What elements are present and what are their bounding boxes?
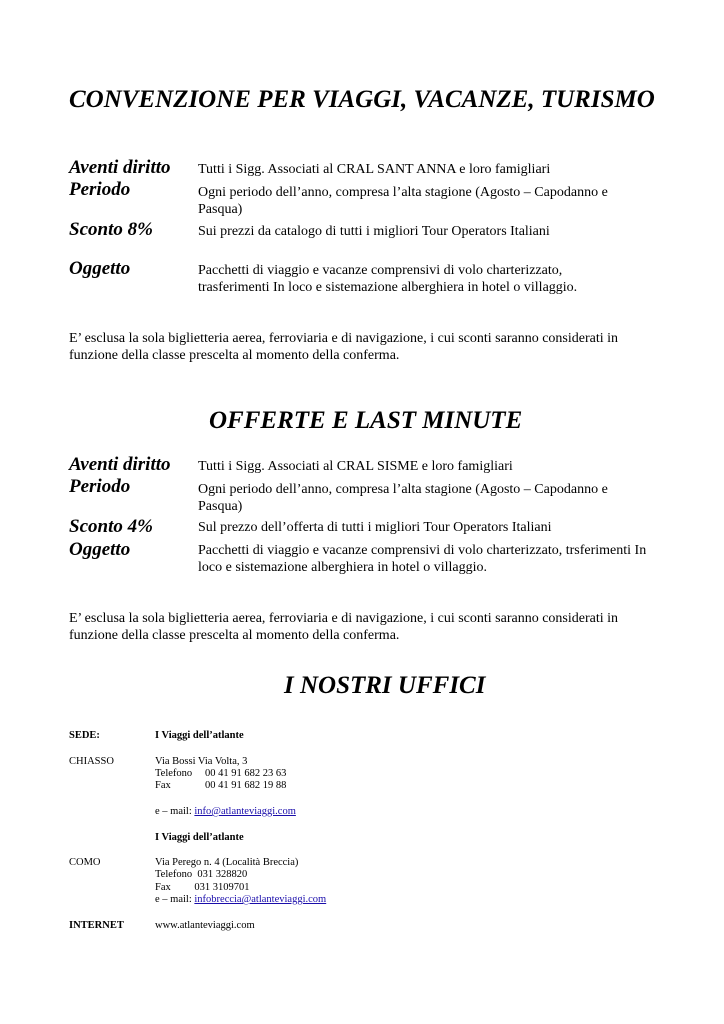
como-address: Via Perego n. 4 (Località Breccia) bbox=[155, 857, 299, 868]
chiasso-phone bbox=[155, 768, 286, 781]
city-chiasso: CHIASSO bbox=[69, 756, 114, 767]
como-office-name: I Viaggi dell’atlante bbox=[155, 832, 244, 843]
label-periodo-2: Periodo bbox=[69, 476, 131, 497]
chiasso-email-label: e – mail: bbox=[155, 806, 195, 817]
chiasso-fax bbox=[155, 780, 286, 793]
section-title-offerte: OFFERTE E LAST MINUTE bbox=[209, 407, 523, 434]
chiasso-fax-label: Fax bbox=[155, 780, 171, 791]
como-email bbox=[155, 894, 326, 907]
chiasso-email-link[interactable]: info@atlanteviaggi.com bbox=[194, 806, 296, 817]
label-oggetto-2: Oggetto bbox=[69, 539, 131, 560]
chiasso-address: Via Bossi Via Volta, 3 bbox=[155, 756, 248, 767]
como-email-label: e – mail: bbox=[155, 894, 195, 905]
value-sconto-2: Sul prezzo dell’offerta di tutti i migliori Tour Operators Italiani bbox=[198, 520, 552, 535]
value-periodo: Ogni periodo dell’anno, compresa l’alta stagione (Agosto – Capodanno e Pasqua) bbox=[198, 185, 608, 217]
value-sconto: Sui prezzi da catalogo di tutti i migliori Tour Operators Italiani bbox=[198, 224, 550, 239]
chiasso-phone-number: 00 41 91 682 23 63 bbox=[205, 768, 287, 779]
note-offerte: E’ esclusa la sola biglietteria aerea, ferroviaria e di navigazione, i cui sconti saranno considerati in funzione della classe prescelta al momento della conferma. bbox=[69, 611, 619, 643]
section-title-convenzione: CONVENZIONE PER VIAGGI, VACANZE, TURISMO bbox=[69, 86, 655, 113]
city-como: COMO bbox=[69, 857, 101, 868]
chiasso-fax-number: 00 41 91 682 19 88 bbox=[205, 780, 287, 791]
label-sconto-2: Sconto 4% bbox=[69, 516, 153, 537]
sede-name: I Viaggi dell’atlante bbox=[155, 730, 244, 741]
sede-label: SEDE: bbox=[69, 730, 100, 741]
value-oggetto-2: Pacchetti di viaggio e vacanze comprensivi di volo charterizzato, trsferimenti In loco e sistemazione alberghiera in hotel o villaggio. bbox=[198, 543, 647, 575]
label-oggetto: Oggetto bbox=[69, 258, 131, 279]
label-aventi-diritto: Aventi diritto bbox=[69, 157, 171, 178]
value-oggetto: Pacchetti di viaggio e vacanze comprensivi di volo charterizzato, trasferimenti In loco e sistemazione alberghiera in hotel o villaggio. bbox=[198, 263, 578, 295]
como-phone: Telefono 031 328820 bbox=[155, 869, 248, 880]
internet-label: INTERNET bbox=[69, 920, 124, 931]
chiasso-phone-label: Telefono bbox=[155, 768, 193, 779]
chiasso-email bbox=[155, 806, 296, 819]
value-aventi-diritto: Tutti i Sigg. Associati al CRAL SANT ANNA e loro famigliari bbox=[198, 162, 551, 177]
section-title-uffici: I NOSTRI UFFICI bbox=[284, 672, 486, 699]
label-periodo: Periodo bbox=[69, 179, 131, 200]
internet-url[interactable]: www.atlanteviaggi.com bbox=[155, 920, 255, 931]
value-periodo-2: Ogni periodo dell’anno, compresa l’alta stagione (Agosto – Capodanno e Pasqua) bbox=[198, 482, 608, 514]
como-email-link[interactable]: infobreccia@atlanteviaggi.com bbox=[194, 894, 327, 905]
value-aventi-diritto-2: Tutti i Sigg. Associati al CRAL SISME e loro famigliari bbox=[198, 459, 513, 474]
label-aventi-diritto-2: Aventi diritto bbox=[69, 454, 171, 475]
label-sconto: Sconto 8% bbox=[69, 219, 153, 240]
note-convenzione: E’ esclusa la sola biglietteria aerea, ferroviaria e di navigazione, i cui sconti saranno considerati in funzione della classe prescelta al momento della conferma. bbox=[69, 331, 619, 363]
como-fax: Fax 031 3109701 bbox=[155, 882, 250, 893]
